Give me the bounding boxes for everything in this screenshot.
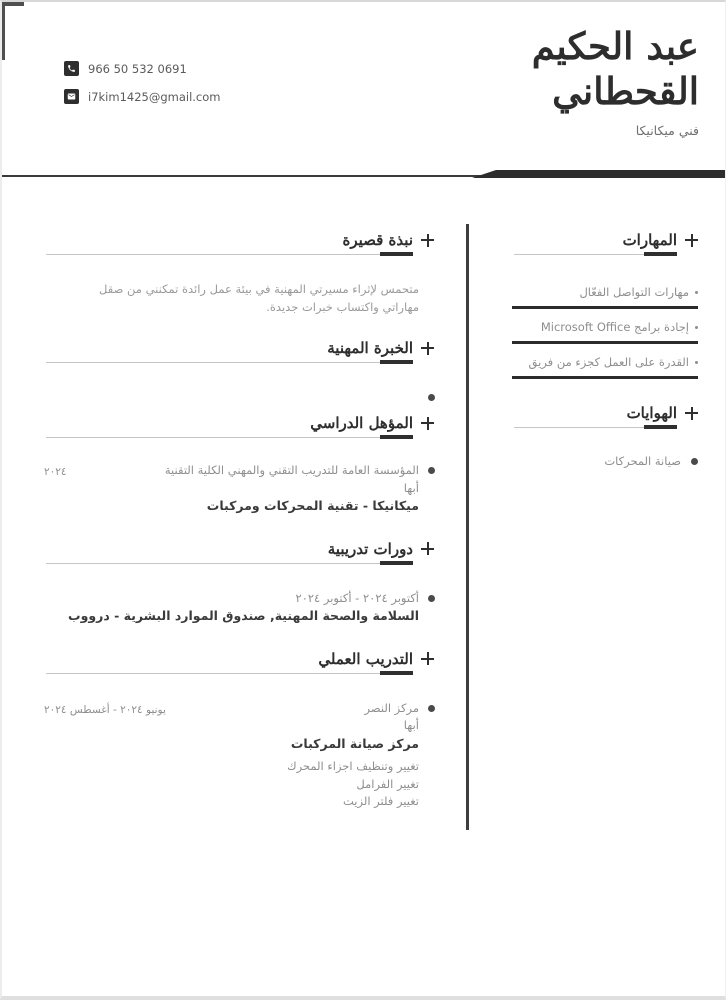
course-name: السلامة والصحة المهنية, صندوق الموارد البشرية - درووب xyxy=(68,608,419,623)
section-header-education xyxy=(44,413,434,433)
duty-item: تغيير الفرامل xyxy=(356,776,419,791)
phone-number[interactable]: 966 50 532 0691 xyxy=(88,61,187,76)
section-rule xyxy=(46,669,413,674)
section-rule xyxy=(46,559,413,564)
section-rule xyxy=(514,250,677,255)
candidate-name-block xyxy=(532,24,699,138)
section-title-courses: دورات تدريبية xyxy=(327,539,413,558)
section-title-hobbies: الهوايات xyxy=(626,404,677,422)
section-header-courses xyxy=(44,539,434,559)
skill-item xyxy=(512,320,698,344)
education-entry xyxy=(44,462,434,515)
hobby-label: صيانة المحركات xyxy=(604,454,681,468)
duty-item: تغيير وتنظيف اجزاء المحرك xyxy=(287,759,419,773)
section-title-education: المؤهل الدراسي xyxy=(310,414,413,432)
section-rule xyxy=(46,433,413,438)
candidate-name: القحطاني xyxy=(552,69,699,113)
internship-company: مركز النصر xyxy=(364,700,419,715)
contact-email-row xyxy=(64,89,221,104)
internship-entry xyxy=(44,700,434,811)
course-entry xyxy=(44,590,434,625)
contact-block xyxy=(64,61,221,117)
summary-text: متحمس لإثراء مسيرتي المهنية في بيئة عمل رائدة تمكنني من صقل مهاراتي واكتساب خبرات جديدة. xyxy=(99,282,419,314)
section-header-experience xyxy=(44,338,434,358)
sidebar-column xyxy=(512,224,698,469)
internship-role: مركز صيانة المركبات xyxy=(290,735,419,751)
education-institution: المؤسسة العامة للتدريب التقني والمهني الكلية التقنية xyxy=(164,463,419,477)
page-edge-artifact xyxy=(2,2,24,6)
bullet-icon xyxy=(428,705,435,712)
candidate-name: عبد الحكيم xyxy=(531,24,699,68)
bullet-icon xyxy=(428,467,435,474)
dot-icon xyxy=(695,326,698,329)
dot-icon xyxy=(695,361,698,364)
header-divider-thick-bar xyxy=(472,170,726,178)
main-column xyxy=(44,224,434,811)
bullet-icon xyxy=(428,595,435,602)
section-header-internship xyxy=(44,649,434,669)
education-degree: ميكانيكا - تقنية المحركات ومركبات xyxy=(206,498,419,513)
section-header-hobbies xyxy=(512,403,698,423)
page-edge-artifact xyxy=(2,2,5,60)
plus-icon xyxy=(421,417,434,430)
plus-icon xyxy=(685,234,698,247)
skills-list xyxy=(512,285,698,379)
duty-item: تغيير فلتر الزيت xyxy=(342,794,419,808)
skill-item xyxy=(512,355,698,379)
hobby-item xyxy=(512,454,698,469)
section-header-summary xyxy=(44,230,434,250)
contact-phone-row xyxy=(64,61,221,76)
column-divider xyxy=(466,224,469,830)
section-rule xyxy=(514,423,677,428)
plus-icon xyxy=(421,542,434,555)
hobby-list xyxy=(512,454,698,469)
section-rule xyxy=(46,358,413,363)
plus-icon xyxy=(421,652,434,665)
section-header-skills xyxy=(512,230,698,250)
header-divider xyxy=(2,170,726,178)
section-title-experience: الخبرة المهنية xyxy=(327,339,413,357)
course-date: أكتوبر ٢٠٢٤ - أكتوبر ٢٠٢٤ xyxy=(295,590,419,605)
section-title-skills: المهارات xyxy=(622,231,677,249)
plus-icon xyxy=(421,342,434,355)
education-date: ٢٠٢٤ xyxy=(44,466,67,478)
job-title: فني ميكانيكا xyxy=(635,123,699,138)
email-address[interactable]: i7kim1425@gmail.com xyxy=(88,89,221,104)
section-rule xyxy=(46,250,413,255)
section-title-summary: نبذة قصيرة xyxy=(342,231,413,249)
internship-duties xyxy=(44,758,419,811)
skill-label: إجادة برامج Microsoft Office xyxy=(540,320,689,334)
section-title-internship: التدريب العملي xyxy=(318,649,413,668)
dot-icon xyxy=(695,291,698,294)
phone-icon xyxy=(64,61,79,76)
experience-entry-empty xyxy=(44,389,434,403)
internship-city: أبها xyxy=(403,718,419,732)
header-divider-thin-line xyxy=(2,175,494,177)
bullet-icon xyxy=(691,458,698,465)
email-icon xyxy=(64,89,79,104)
bullet-icon xyxy=(428,394,435,401)
skill-label: مهارات التواصل الفعّال xyxy=(579,285,689,299)
plus-icon xyxy=(685,407,698,420)
skill-item xyxy=(512,285,698,309)
plus-icon xyxy=(421,234,434,247)
education-city: أبها xyxy=(403,480,419,495)
skill-label: القدرة على العمل كجزء من فريق xyxy=(528,355,689,369)
internship-date: يونيو ٢٠٢٤ - أغسطس ٢٠٢٤ xyxy=(44,703,166,716)
